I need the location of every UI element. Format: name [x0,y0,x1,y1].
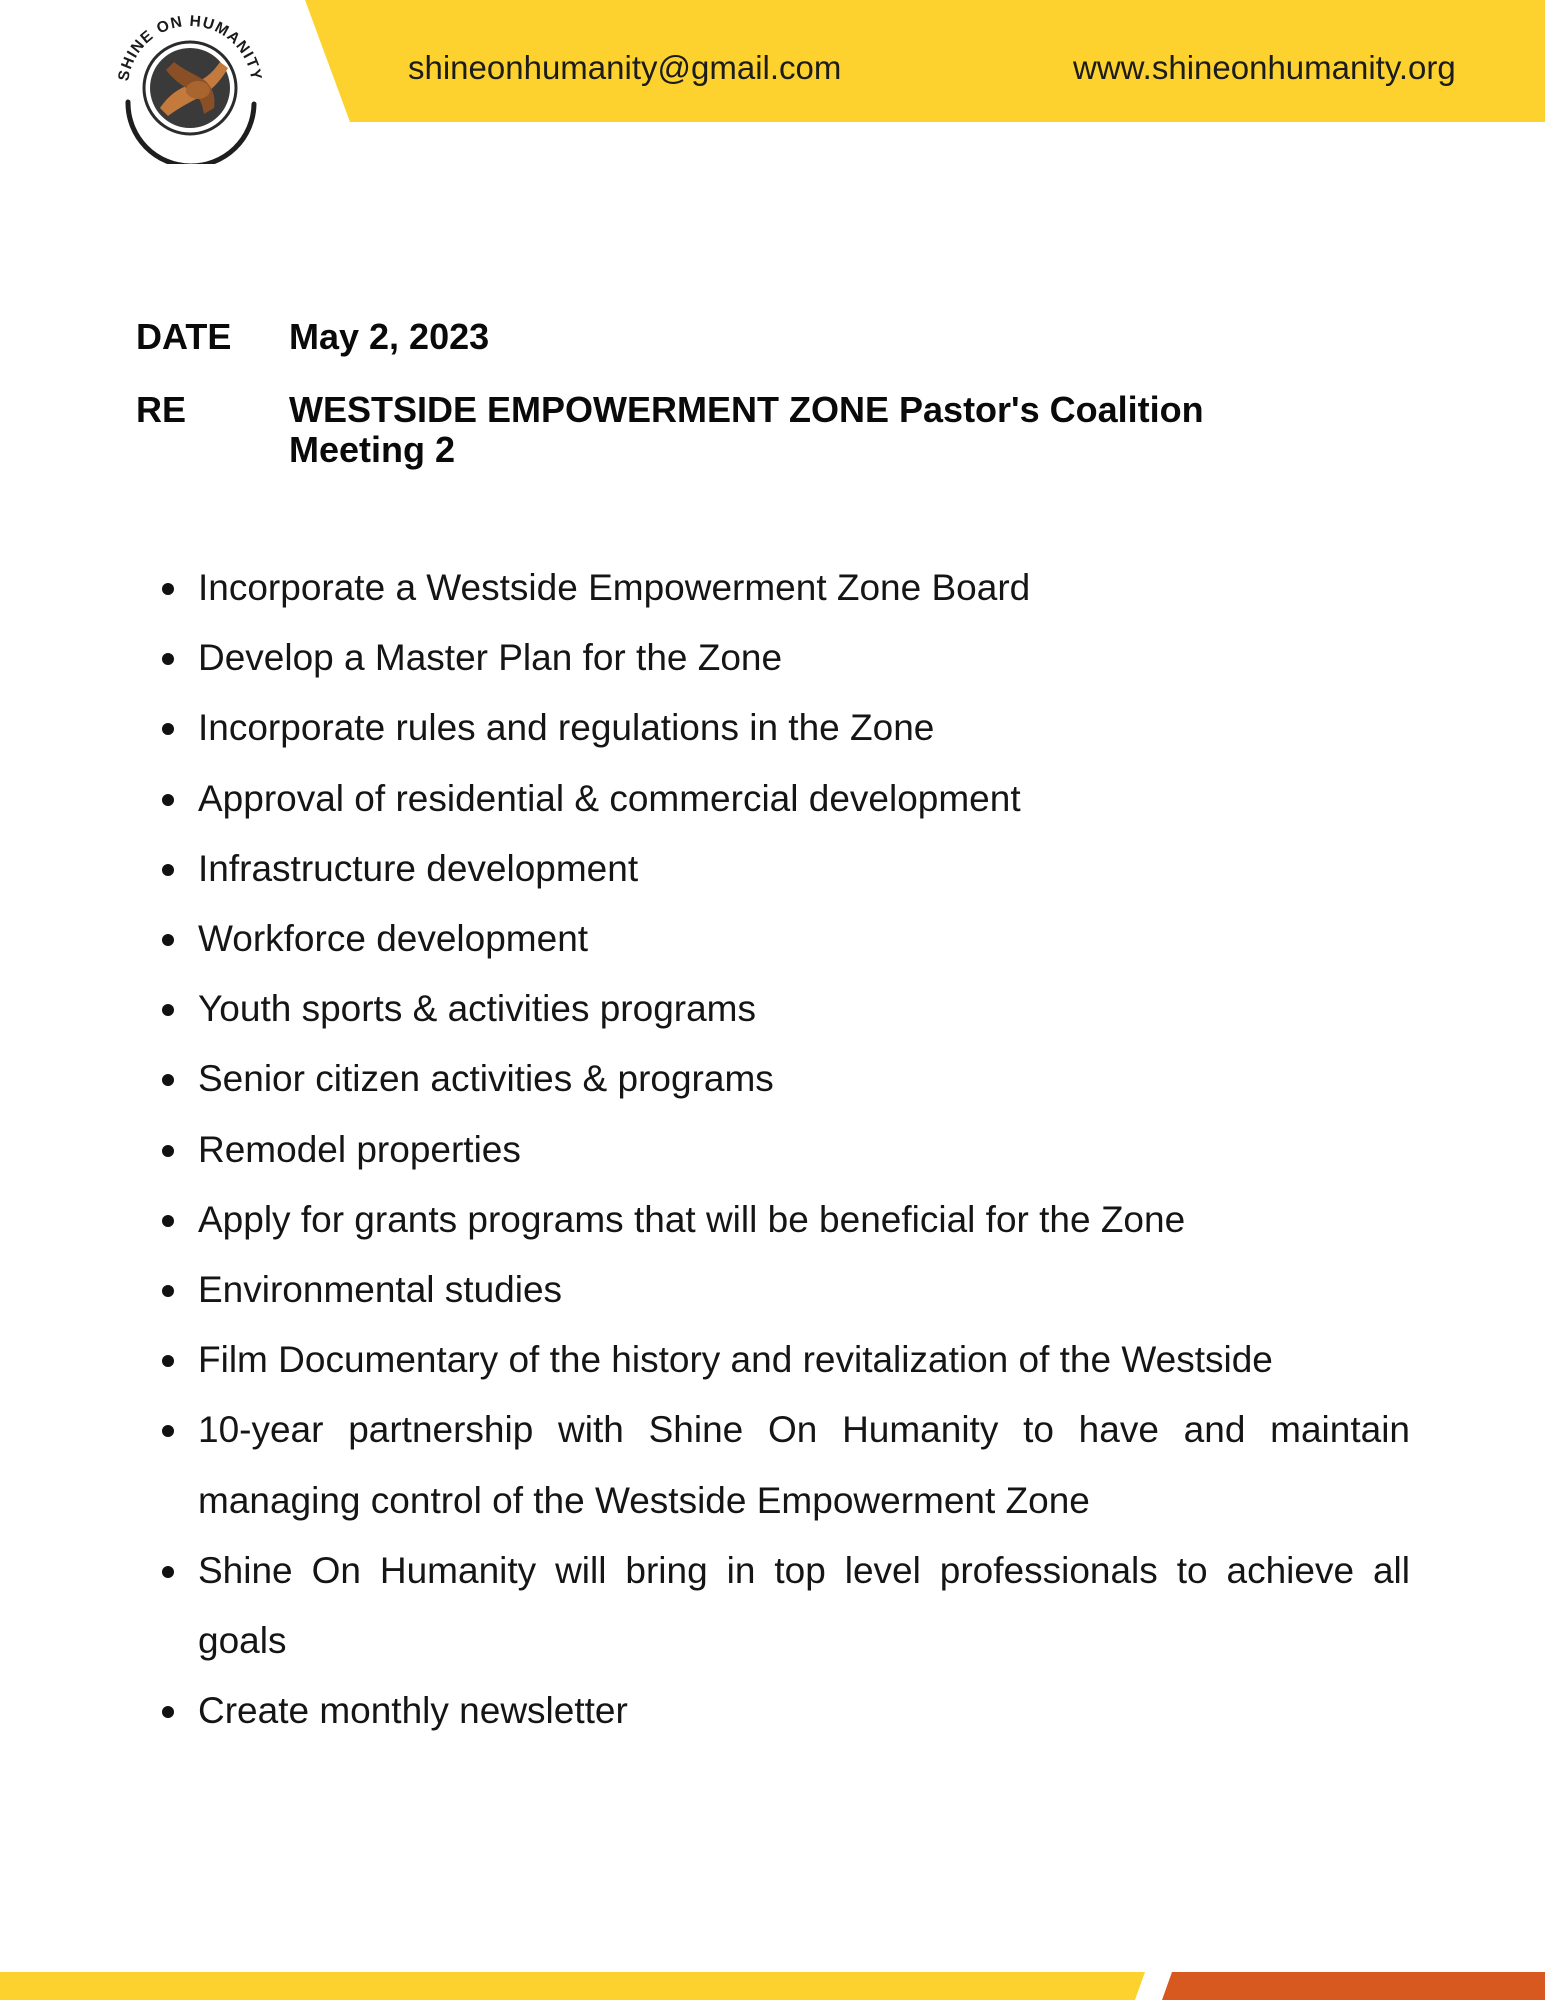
footer-orange-band [1162,1972,1545,2000]
header-website[interactable]: www.shineonhumanity.org [1073,49,1456,86]
list-item: Infrastructure development [198,834,1410,904]
re-label: RE [136,389,187,430]
date-value: May 2, 2023 [289,316,490,357]
logo [104,4,274,164]
list-item: Incorporate rules and regulations in the Zone [198,693,1410,763]
list-item: Senior citizen activities & programs [198,1044,1410,1114]
footer-band [0,1972,1545,2000]
re-value [289,390,1289,470]
list-item: Film Documentary of the history and revitalization of the Westside [198,1325,1410,1395]
list-item: Incorporate a Westside Empowerment Zone Board [198,553,1410,623]
footer-yellow-band [0,1972,1145,2000]
logo-text: SHINE ON HUMANITY [115,12,265,83]
list-item: Create monthly newsletter [198,1676,1410,1746]
list-item: 10-year partnership with Shine On Humanity to have and maintain managing control of the Westside Empowerment Zone [198,1395,1410,1535]
re-value-line2: Meeting 2 [289,429,456,470]
list-item: Shine On Humanity will bring in top level professionals to achieve all goals [198,1536,1410,1676]
list-item: Approval of residential & commercial development [198,764,1410,834]
list-item: Remodel properties [198,1115,1410,1185]
header-email[interactable]: shineonhumanity@gmail.com [408,49,842,86]
list-item: Develop a Master Plan for the Zone [198,623,1410,693]
list-item: Apply for grants programs that will be beneficial for the Zone [198,1185,1410,1255]
list-item: Workforce development [198,904,1410,974]
list-item: Youth sports & activities programs [198,974,1410,1044]
list-item: Environmental studies [198,1255,1410,1325]
re-value-line1: WESTSIDE EMPOWERMENT ZONE Pastor's Coalition [289,389,1204,430]
agenda-list [198,553,1410,1746]
date-label: DATE [136,316,232,357]
